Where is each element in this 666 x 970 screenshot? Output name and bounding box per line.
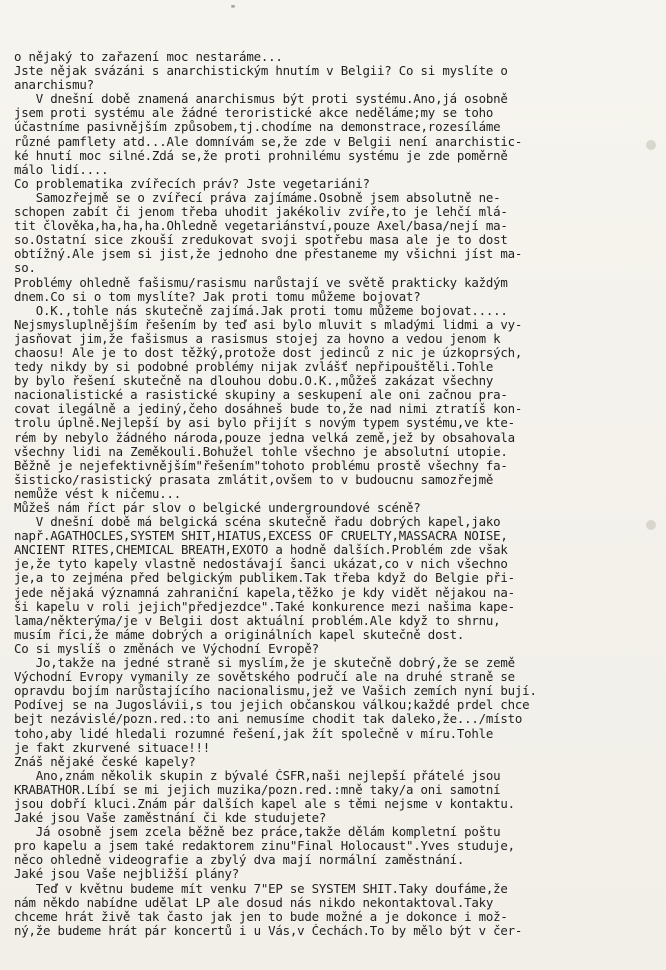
text-line: Jaké jsou Vaše nejbližší plány?	[14, 867, 240, 882]
text-line: bejt nezávislé/pozn.red.:to ani nemusíme chodit tak daleko,že.../místo	[14, 712, 523, 727]
margin-mark: "	[230, 4, 237, 15]
text-line: ANCIENT RITES,CHEMICAL BREATH,EXOTO a hodně dalších.Problém zde však	[14, 543, 508, 558]
text-line: je fakt zkurvené situace!!!	[14, 740, 211, 755]
text-line: Co problematika zvířecích práv? Jste vegetariáni?	[14, 176, 370, 191]
text-line: Co si myslíš o změnách ve Východní Evropě?	[14, 641, 319, 656]
article-text	[14, 50, 654, 938]
text-line: Problémy ohledně fašismu/rasismu narůstají ve světě prakticky každým	[14, 275, 508, 290]
text-line: je,a to zejména před belgickým publikem.Tak třeba když do Belgie při-	[14, 571, 515, 586]
text-line: jede nějaká významná zahraniční kapela,těžko je kdy vidět nějakou na-	[14, 585, 515, 600]
text-line: lama/některýma/je v Belgii dost aktuální problém.Ale když to shrnu,	[14, 613, 501, 628]
text-line: ný,že budeme hrát pár koncertů i u Vás,v Čechách.To by mělo být v čer-	[14, 923, 523, 938]
text-line: KRABATHOR.Líbí se mi jejich muzika/pozn.red.:mně taky/a oni samotní	[14, 782, 501, 797]
text-line: různé pamflety atd...Ale domnívám se,že zde v Belgii není anarchistic-	[14, 134, 523, 149]
text-line: Jaké jsou Vaše zaměstnání či kde studujete?	[14, 811, 327, 826]
text-line: Nejsmysluplnějším řešením by teď asi bylo mluvit s mladými lidmi a vy-	[14, 317, 523, 332]
text-line: musím říci,že máme dobrých a originálních kapel skutečně dost.	[14, 627, 465, 642]
text-line: něco ohledně videografie a zbylý dva mají normální zaměstnání.	[14, 853, 465, 868]
text-line: covat ilegálně a jediný,čeho dosáhneš bude to,že nad nimi ztratíš kon-	[14, 402, 523, 417]
text-line: je,že tyto kapely vlastně nedostávají šanci ukázat,co v nich všechno	[14, 557, 508, 572]
text-line: nemůže vést k ničemu...	[14, 486, 181, 501]
text-line: Jo,takže na jedné straně si myslím,že je skutečně dobrý,že se země	[14, 656, 515, 671]
text-line: obtížný.Ale jsem si jist,že jednoho dne přestaneme my všichni jíst ma-	[14, 247, 523, 262]
text-line: schopen zabít či jenom třeba uhodit jakékoliv zvíře,to je lehčí mlá-	[14, 205, 508, 220]
text-line: Jste nějak svázáni s anarchistickým hnutím v Belgii? Co si myslíte o	[14, 64, 508, 79]
text-line: chceme hrát živě tak často jak jen to bude možné a je dokonce i mož-	[14, 909, 508, 924]
text-line: např.AGATHOCLES,SYSTEM SHIT,HIATUS,EXCESS OF CRUELTY,MASSACRA NOISE,	[14, 529, 508, 544]
text-line: všechny lidi na Zeměkouli.Bohužel tohle všechno je absolutní utopie.	[14, 444, 508, 459]
text-line: dnem.Co si o tom myslíte? Jak proti tomu můžeme bojovat?	[14, 289, 421, 304]
text-line: jasňovat jim,že fašismus a rasismus stojej za hovno a vedou jenom k	[14, 331, 501, 346]
text-line: opravdu bojím narůstajícího nacionalismu,jež ve Vašich zemích nyní bují.	[14, 684, 537, 699]
text-line: Znáš nějaké české kapely?	[14, 754, 196, 769]
text-line: nacionalistické a rasistické skupiny a seskupení ale oni začnou pra-	[14, 388, 508, 403]
text-line: ši kapelu v roli jejich"předjezdce".Také konkurence mezi našima kape-	[14, 599, 515, 614]
text-line: šisticko/rasistický prasata zmlátit,ovšem to v budoucnu samozřejmě	[14, 472, 494, 487]
text-line: ké hnutí moc silné.Zdá se,že proti prohnilému systému je zde poměrně	[14, 148, 508, 163]
text-line: tit člověka,ha,ha,ha.Ohledně vegetariánství,pouze Axel/basa/nejí ma-	[14, 219, 508, 234]
text-line: účastníme pasivnějším způsobem,tj.chodíme na demonstrace,rozesíláme	[14, 120, 501, 135]
text-line: málo lidí....	[14, 162, 109, 177]
text-line: Běžně je nejefektivnějším"řešením"tohoto problému prostě všechny fa-	[14, 458, 508, 473]
text-line: Východní Evropy vymanily ze sovětského područí ale na druhé straně se	[14, 670, 515, 685]
text-line: Podívej se na Jugoslávii,s tou jejich občanskou válkou;každé prdel chce	[14, 698, 530, 713]
text-line: chaosu! Ale je to dost těžký,protože dost jedinců z nic je úzkoprsých,	[14, 345, 523, 360]
text-line: so.Ostatní sice zkouší zredukovat svoji spotřebu masa ale je to dost	[14, 233, 508, 248]
text-line: Já osobně jsem zcela běžně bez práce,takže dělám kompletní poštu	[14, 825, 501, 840]
text-line: pro kapelu a jsem také redaktorem zinu"Final Holocaust".Yves studuje,	[14, 839, 515, 854]
text-line: toho,aby lidé hledali rozumné řešení,jak žít společně v míru.Tohle	[14, 726, 494, 741]
text-line: O.K.,tohle nás skutečně zajímá.Jak proti tomu můžeme bojovat.....	[14, 303, 508, 318]
text-line: rém by nebylo žádného národa,pouze jedna velká země,jež by obsahovala	[14, 430, 515, 445]
text-line: so.	[14, 261, 36, 276]
text-line: by bylo řešení skutečně na dlouhou dobu.O.K.,můžeš zakázat všechny	[14, 374, 494, 389]
text-line: anarchismu?	[14, 78, 94, 93]
text-line: V dnešní době má belgická scéna skutečně řadu dobrých kapel,jako	[14, 515, 501, 530]
text-line: tedy nikdy by si podobné problémy nijak zvlášť nepřipouštěli.Tohle	[14, 360, 494, 375]
text-line: V dnešní době znamená anarchismus být proti systému.Ano,já osobně	[14, 92, 508, 107]
text-line: jsem proti systému ale žádné teroristické akce neděláme;my se toho	[14, 106, 494, 121]
text-line: Samozřejmě se o zvířecí práva zajímáme.Osobně jsem absolutně ne-	[14, 190, 501, 205]
text-line: nám někdo nabídne udělat LP ale dosud nás nikdo nekontaktoval.Taky	[14, 895, 494, 910]
text-line: Můžeš nám říct pár slov o belgické undergroundové scéně?	[14, 501, 421, 515]
text-line: jsou dobří kluci.Znám pár dalších kapel ale s těmi nejsme v kontaktu.	[14, 796, 515, 811]
text-line: Teď v květnu budeme mít venku 7"EP se SYSTEM SHIT.Taky doufáme,že	[14, 881, 508, 896]
text-line: o nějaký to zařazení moc nestaráme...	[14, 50, 283, 64]
text-line: trolu úplně.Nejlepší by asi bylo přijít s novým typem systému,ve kte-	[14, 416, 515, 431]
text-line: Ano,znám několik skupin z bývalé ČSFR,naši nejlepší přátelé jsou	[14, 768, 501, 783]
